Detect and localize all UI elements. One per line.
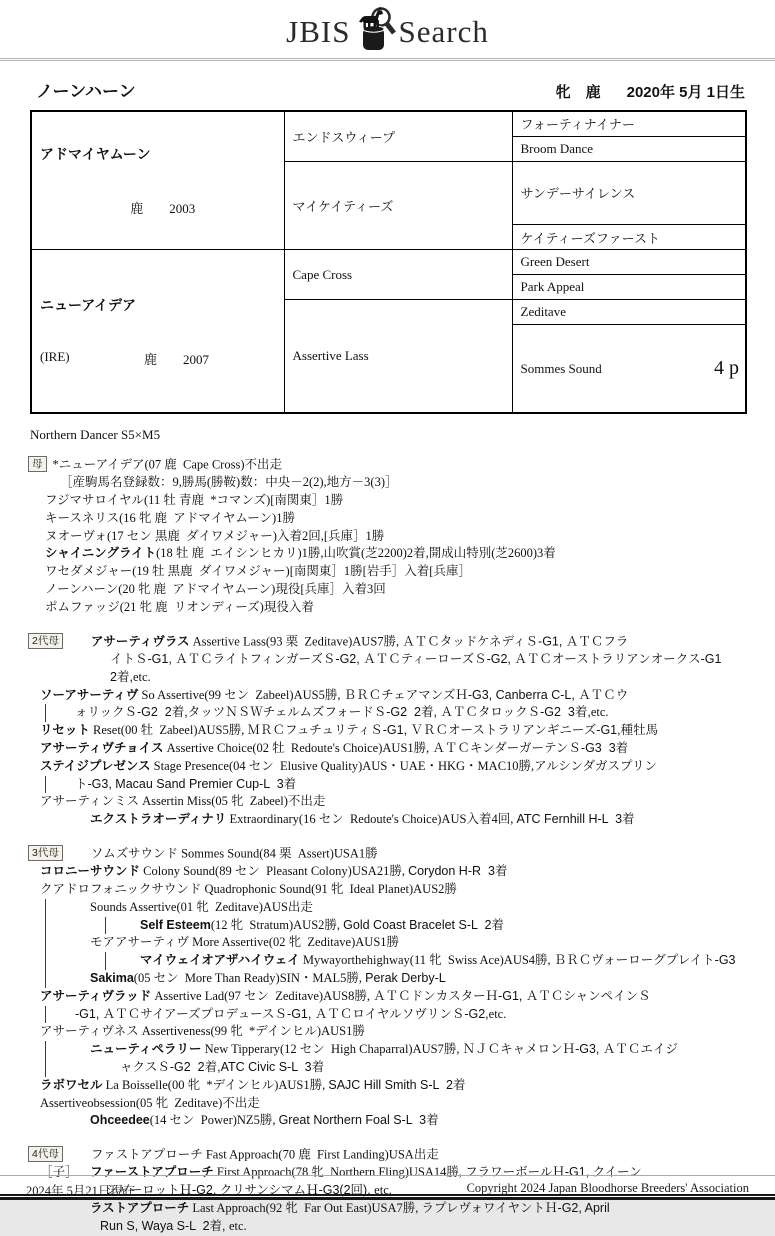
entry-text: ATC Civic S-L 3着 [220,1060,325,1074]
page-note: 4 p [714,357,739,379]
horse-name-bold: コロニーサウンド [40,864,141,879]
family-sections [28,456,747,1236]
family-content [0,427,775,1236]
horse-name-bold: エクストラオーディナリ [90,812,227,827]
family-section-third-dam [28,845,747,1130]
entry-text: Gold Coast Bracelet S-L 2着 [343,917,504,932]
entry-text: ［産駒馬名登録数：9,勝馬(勝鞍)数：中央－2(2),地方－3(3)］ [60,475,398,490]
entry-text: モアアサーティヴ More Assertive(02 牝 Zeditave)AUS1勝 [90,935,400,950]
horse-entry-line [28,599,747,617]
horse-entry-line [28,545,747,563]
entry-text: ワセダメジャー(19 牡 黒鹿 ダイワメジャー)[南関東］1勝[岩手］入着[兵庫］ [45,564,471,579]
pedigree-cell-ggp: サンデーサイレンス [512,161,746,225]
entry-text: ATC Fernhill H-L 3着 [516,812,635,827]
horse-name: ノーンハーン [36,82,136,101]
horse-entry-line [28,687,747,705]
entry-text: Assertive Lass(93 栗 Zeditave)AUS7勝, [189,634,403,649]
ggp-name: Sommes Sound [520,360,602,376]
horse-entry-line [28,563,747,581]
pedigree-table [30,110,747,414]
family-section-dam [28,456,747,617]
entry-text: ＢＲＣヴォーローグプレイト-G3 [553,953,736,968]
horse-name-bold: ステイジプレゼンス [40,758,151,773]
pedigree-cell-sire [31,111,284,250]
horse-name-bold: ファーストアプローチ [90,1165,214,1180]
pedigree-cell-dam [31,250,284,414]
horse-entry-line [28,581,747,599]
horse-entry-line [28,934,747,952]
pedigree-cell-granddam: Assertive Lass [284,300,512,414]
horse-entry-line [28,881,747,899]
horse-entry-line [28,899,747,917]
tree-bar [45,899,46,917]
entry-text: 2着, [110,669,133,684]
tree-bar [45,1041,46,1059]
pedigree-cell-ggp: Park Appeal [512,275,746,300]
entry-text: ＡＴＣキンダーガーテンＳ-G3 3着 [432,740,629,755]
horse-entry-line [28,1164,747,1182]
as-of-date: 2024年 5月21日現在 [26,1184,136,1198]
entry-text: クアドロフォニックサウンド Quadrophonic Sound(91 牝 Ideal Planet)AUS2勝 [40,882,457,897]
horse-entry-line [28,510,747,528]
horse-entry-line [28,722,747,740]
entry-text: ポムファッジ(21 牝 鹿 リオンディーズ)現役入着 [45,599,314,614]
horse-info [556,81,745,102]
dam-name: ニューアイデア [40,296,137,313]
entry-text: Extraordinary(16 セン Redoute's Choice)AUS入着4回, [226,812,517,827]
entry-text: ノーンハーン(20 牝 鹿 アドマイヤムーン)現役[兵庫］入着3回 [45,582,386,597]
entry-text: アサーティンミス Assertin Miss(05 牝 Zabeel)不出走 [40,794,326,809]
tree-bar [45,934,46,952]
horse-entry-line [28,952,747,970]
entry-text: Reset(00 牡 Zabeel)AUS5勝, [89,723,248,738]
horse-entry-line [28,456,747,474]
entry-text: ＮＪＣキャメロンＨ-G3, ＡＴＣエイジ [462,1042,678,1057]
entry-text: Great Northern Foal S-L 3着 [278,1113,439,1128]
entry-text: アルシンダガスプリン [534,758,658,773]
horse-entry-line [28,1006,747,1024]
entry-text: etc. [590,705,609,720]
horse-entry-line [28,528,747,546]
entry-text: -G1, ＡＴＣサイアーズプロデュースＳ-G1, ＡＴＣロイヤルソヴリンＳ-G2, [75,1006,489,1021]
logo-text-jbis: JBIS [286,13,351,49]
entry-text: Corydon H-R 3着 [408,864,508,879]
horse-entry-line [28,492,747,510]
footer-divider [0,1175,775,1176]
horse-entry-line [28,474,747,492]
entry-text: Assertive Lad(97 セン Zeditave)AUS8勝, [151,988,374,1003]
pedigree-cell-granddam: マイケイティーズ [284,161,512,250]
inbreeding-note: Northern Dancer S5×M5 [30,427,161,442]
entry-text: (14 セン Power)NZ5勝, [149,1113,279,1128]
pedigree-cell-ggp: フォーティナイナー [512,111,746,136]
entry-text: etc. [228,1218,247,1233]
horse-entry-line [28,1218,747,1236]
pedigree-cell-grandsire: Cape Cross [284,250,512,300]
section-label: 4代母 [28,1146,63,1162]
entry-text: ヌオーヴォ(17 セン 黒鹿 ダイワメジャー)入着2回,[兵庫］1勝 [45,528,385,543]
horse-entry-line [28,1023,747,1041]
entry-text: First Approach(78 牝 Northern Fling)USA14勝, [213,1165,466,1180]
horse-magnifier-icon [351,6,397,61]
offspring-marker: ［子］ [40,1165,78,1180]
entry-text: シャーロットＨ-G2, クリサンシマムＨ-G3(2回), [105,1183,375,1198]
entry-text: (18 牡 鹿 エイシンヒカリ)1勝,山吹賞(芝2200)2着,開成山特別(芝2600)3着 [156,546,556,561]
entry-text: ＢＲＣチェアマンズＨ-G3, Canberra C-L, ＡＴＣウ [343,687,629,702]
horse-entry-line [28,651,747,669]
horse-entry-line [28,1095,747,1113]
entry-text: フジマサロイヤル(11 牡 青鹿 *コマンズ)[南関東］1勝 [45,493,344,508]
entry-text: etc. [488,1006,507,1021]
horse-entry-line [28,988,747,1006]
entry-text: Last Approach(92 牝 Far Out East)USA7勝, [189,1201,422,1216]
pedigree-cell-ggp [512,325,746,414]
tree-bar [45,970,46,988]
entry-text: イトＳ-G1, ＡＴＣライトフィンガーズＳ-G2, ＡＴＣティーローズＳ-G2, ＡＴＣオーストラリアンオークス-G1 [110,651,722,666]
entry-text: etc. [132,669,151,684]
horse-entry-line [28,1112,747,1130]
bottom-border [0,1194,775,1200]
horse-entry-line [28,793,747,811]
tree-bar [45,1059,46,1077]
horse-entry-line [28,1200,747,1218]
sire-name: アドマイヤムーン [40,146,151,162]
tree-bar [105,917,106,935]
sire-detail [40,198,284,217]
horse-name-bold: Self Esteem [140,917,211,932]
tree-bar [45,952,46,970]
entry-text: ォリックＳ-G2 2着,タッツＮＳＷチェルムズフォードＳ-G2 2着, ＡＴＣタロックＳ-G2 3着, [75,705,591,720]
entry-text: ソムズサウンド Sommes Sound(84 栗 Assert)USA1勝 [90,846,378,861]
horse-name-bold: マイウェイオアザハイウェイ [140,953,300,968]
entry-text: (05 セン More Than Ready)SIN・MAL5勝, [133,971,366,986]
section-label: 2代母 [28,633,63,649]
entry-text: Stage Presence(04 セン Elusive Quality)AUS・UAE・HKG・MAC10勝, [150,758,535,773]
horse-name-bold: ソーアサーティヴ [40,687,139,702]
entry-text: ＭＲＣフュチュリティＳ-G1, ＶＲＣオーストラリアンギニーズ-G1,種牡馬 [247,723,659,738]
entry-text: Assertive Choice(02 牡 Redoute's Choice)AUS1勝, [163,740,433,755]
entry-text: *ニューアイデア(07 鹿 Cape Cross)不出走 [52,457,282,472]
entry-text: キースネリス(16 牝 鹿 アドマイヤムーン)1勝 [45,510,295,525]
entry-text: Assertiveobsession(05 牝 Zeditave)不出走 [40,1095,260,1110]
horse-name-bold: アサーティヴラス [90,634,190,649]
dam-coat-year: 鹿 2007 [144,351,210,367]
horse-birthdate: 2020年 5月 1日生 [626,84,745,101]
entry-text: ラプレヴォワイヤントＨ-G2, April [421,1201,610,1216]
section-label: 3代母 [28,845,63,861]
horse-name-bold: Ohceedee [90,1113,150,1128]
entry-text: フラワーボールＨ-G1, クイーン [465,1165,642,1180]
horse-name-bold: ニューティペラリー [90,1042,202,1057]
entry-text: アサーティヴネス Assertiveness(99 牝 *デインヒル)AUS1勝 [40,1024,365,1039]
horse-name-bold: アサーティヴチョイス [40,740,164,755]
entry-text: New Tipperary(12 セン High Chaparral)AUS7勝, [201,1042,463,1057]
horse-entry-line [28,970,747,988]
horse-entry-line [28,1041,747,1059]
entry-text: ＡＴＣドンカスターＨ-G1, ＡＴＣシャンペインＳ [373,988,651,1003]
pedigree-cell-ggp: Green Desert [512,250,746,275]
horse-header [0,61,775,110]
horse-entry-line [28,758,747,776]
horse-entry-line [28,633,747,651]
entry-text: Run S, Waya S-L 2着, [100,1218,229,1233]
horse-sex-coat: 牝 鹿 [555,84,601,101]
family-section-second-dam [28,633,747,829]
dam-detail [40,349,284,368]
tree-bar [45,1006,46,1024]
entry-text: Colony Sound(89 セン Pleasant Colony)USA21勝, [140,864,409,879]
horse-entry-line [28,1077,747,1095]
entry-text: ＡＴＣタッドケネディＳ-G1, ＡＴＣフラ [402,634,629,649]
horse-name-bold: リセット [40,723,90,738]
horse-name-bold: ラストアプローチ [90,1201,190,1216]
horse-name-bold: ラボワセル [40,1077,103,1092]
horse-entry-line [28,704,747,722]
entry-text: ファストアプローチ Fast Approach(70 鹿 First Landing)USA出走 [90,1147,439,1162]
horse-entry-line [28,1146,747,1164]
pedigree-cell-ggp: ケイティーズファースト [512,225,746,250]
horse-name-bold: シャイニングライト [45,546,157,561]
entry-text: Perak Derby-L [365,971,446,986]
horse-name-bold: Sakima [90,971,134,986]
horse-entry-line [28,669,747,687]
entry-text: Sounds Assertive(01 牝 Zeditave)AUS出走 [90,899,313,914]
entry-text: ト-G3, Macau Sand Premier Cup-L 3着 [75,776,297,791]
entry-text: etc. [374,1183,392,1198]
entry-text: SAJC Hill Smith S-L 2着 [328,1077,466,1092]
jbis-logo [0,0,775,56]
copyright: Copyright 2024 Japan Bloodhorse Breeders' Association [466,1181,749,1195]
dam-origin: (IRE) [40,348,70,364]
tree-bar [45,917,46,935]
horse-entry-line [28,1059,747,1077]
entry-text: (12 牝 Stratum)AUS2勝, [210,917,344,932]
section-label: 母 [28,456,47,472]
horse-entry-line [28,776,747,794]
entry-text: La Boisselle(00 牝 *デインヒル)AUS1勝, [102,1077,329,1092]
sire-coat-year: 鹿 2003 [130,201,196,216]
horse-name-bold: アサーティヴラッド [40,988,152,1003]
horse-entry-line [28,811,747,829]
tree-bar [105,952,106,970]
entry-text: ャクスＳ-G2 2着, [120,1060,221,1074]
horse-entry-line [28,740,747,758]
tree-bar [45,704,46,722]
pedigree-cell-ggp: Zeditave [512,300,746,325]
horse-entry-line [28,863,747,881]
tree-bar [45,776,46,794]
horse-entry-line [28,845,747,863]
pedigree-cell-grandsire: エンドスウィープ [284,111,512,161]
entry-text: So Assertive(99 セン Zabeel)AUS5勝, [138,687,344,702]
horse-entry-line [28,917,747,935]
pedigree-cell-ggp: Broom Dance [512,136,746,161]
logo-text-search: Search [398,13,489,49]
entry-text: Mywayorthehighway(11 牝 Swiss Ace)AUS4勝, [299,953,554,968]
